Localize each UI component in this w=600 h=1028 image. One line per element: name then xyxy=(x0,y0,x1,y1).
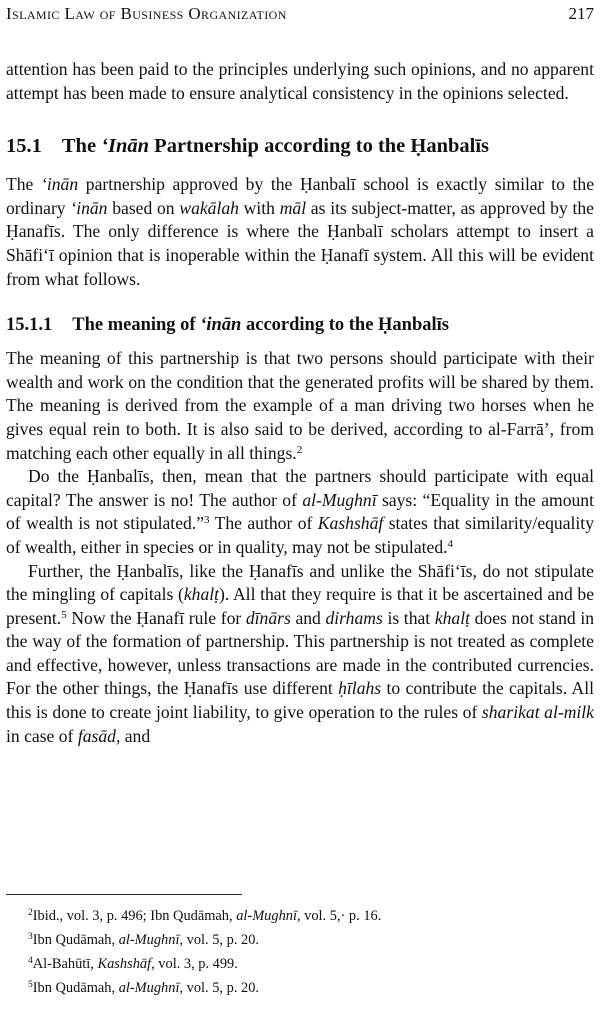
italic-term: ‘inān xyxy=(70,197,108,218)
italic-term: khalṭ xyxy=(183,584,220,605)
text-run: with xyxy=(238,197,280,218)
italic-term: Kashshāf xyxy=(317,513,384,534)
paragraph xyxy=(6,465,594,559)
running-title: Islamic Law of Business Organization xyxy=(6,4,287,23)
text-run: does not stand in the way of the formation of partnership. This partnership is not treated as complete and effective, however, unless transactions are made in the contributed currencies. For the other things, the Ḥanafīs use different xyxy=(6,607,595,699)
italic-term: sharikat al-milk xyxy=(481,702,594,723)
subsection-number: 15.1.1 xyxy=(6,315,53,336)
footnote-number: 2 xyxy=(28,908,33,918)
text-run: and xyxy=(120,725,151,746)
italic-term: ḥīlahs xyxy=(338,678,382,699)
italic-term: wakālah xyxy=(179,197,239,218)
italic-term: fasād, xyxy=(77,725,121,746)
italic-term: khalṭ xyxy=(434,607,470,628)
footnote-text: vol. 5,· p. 16. xyxy=(300,908,382,924)
footnote-text: vol. 5, p. 20. xyxy=(183,980,259,996)
footnote-number: 5 xyxy=(28,980,33,990)
section-title-em: ‘Inān xyxy=(101,135,150,158)
paragraph xyxy=(6,560,594,749)
footnote-number: 3 xyxy=(28,932,33,942)
text-run: states that similarity/equality of wealth, either in species or in quality, may not be stipulated. xyxy=(6,513,594,557)
subsection-title-pre: The meaning of xyxy=(72,315,201,336)
page-number: 217 xyxy=(568,4,594,23)
subsection-title-em: ‘inān xyxy=(200,315,242,336)
italic-term: dirhams xyxy=(325,607,383,628)
footnote-italic: al-Mughnī, xyxy=(236,908,301,924)
italic-term: al-Mughnī xyxy=(302,489,377,510)
text-run: Further, the Ḥanbalīs, like the Ḥanafīs and unlike the Shāfi‘īs, do not stipulate the mingling of capitals ( xyxy=(6,560,594,605)
footnote-text: Ibn Qudāmah, xyxy=(32,932,119,948)
italic-term: dīnārs xyxy=(245,607,291,628)
footnote-text: Al-Bahūtī, xyxy=(32,956,98,972)
subsection-title-post: according to the Ḥanbalīs xyxy=(241,315,449,336)
footnote-marker[interactable]: 4 xyxy=(447,537,454,550)
text-run: and xyxy=(290,607,326,628)
body-text xyxy=(6,58,594,748)
footnote-number: 4 xyxy=(28,956,33,966)
footnote xyxy=(28,904,588,928)
text-run: The meaning of this partnership is that two persons should participate with their wealth and work on the condition that the generated profits will be shared by them. The meaning is derived from the example of a man driving two horses when he gives equal rein to both. It is also said to be derived, according to al-Farrā’, from matching each other equally in all things. xyxy=(6,348,594,463)
footnote-italic: al-Mughnī, xyxy=(118,932,184,948)
section-heading xyxy=(6,133,594,159)
text-run: to contribute the capitals. All this is done to create joint liability, to give operation to the rules of xyxy=(6,678,594,723)
text-run: ). All that they require is that it be ascertained and be present. xyxy=(6,584,594,628)
text-run: based on xyxy=(107,197,180,218)
italic-term: māl xyxy=(279,197,307,218)
section-title-post: Partnership according to the Ḥanbalīs xyxy=(149,135,490,158)
section-title-pre: The xyxy=(61,135,102,158)
paragraph xyxy=(6,173,594,291)
text-run: Do the Ḥanbalīs, then, mean that the partners should participate with equal capital? The answer is no! The author of xyxy=(6,466,594,510)
footnotes xyxy=(28,904,588,1000)
footnote-text: Ibid., vol. 3, p. 496; Ibn Qudāmah, xyxy=(32,908,237,924)
footnote-text: vol. 3, p. 499. xyxy=(154,956,238,972)
footnote xyxy=(28,952,588,976)
text-run: partnership approved by the Ḥanbalī school is exactly similar to the ordinary xyxy=(6,174,594,218)
footnote-text: vol. 5, p. 20. xyxy=(183,932,259,948)
text-run: The xyxy=(6,174,41,195)
text-run: is that xyxy=(382,607,435,628)
italic-term: ‘inān xyxy=(41,174,79,195)
text-run: The author of xyxy=(209,513,318,534)
subsection-heading xyxy=(6,313,594,337)
footnote xyxy=(28,976,588,1000)
paragraph xyxy=(6,347,594,465)
footnote-marker[interactable]: 3 xyxy=(204,514,210,527)
text-run: Now the Ḥanafī rule for xyxy=(66,607,246,628)
text-run: says: “Equality in the amount of wealth is not stipulated.” xyxy=(6,489,594,534)
text-run: as its subject-matter, as approved by the Ḥanafīs. The only difference is where the Ḥanbalī scholars attempt to insert a Shāfi‘ī opinion that is inoperable within the Ḥanafī system. All this will be evident from what follows. xyxy=(6,197,594,289)
footnote-rule xyxy=(6,894,242,895)
text-run: in case of xyxy=(6,725,78,746)
paragraph-continued: attention has been paid to the principles underlying such opinions, and no apparent attempt has been made to ensure analytical consistency in the opinions selected. xyxy=(6,59,594,103)
section-number: 15.1 xyxy=(6,135,42,158)
footnote-marker[interactable]: 5 xyxy=(61,608,67,621)
footnote-italic: al-Mughnī, xyxy=(118,980,184,996)
footnote-italic: Kashshāf, xyxy=(97,956,155,972)
running-head xyxy=(6,4,594,24)
footnote xyxy=(28,928,588,952)
footnote-marker[interactable]: 2 xyxy=(296,443,303,456)
footnote-text: Ibn Qudāmah, xyxy=(32,980,119,996)
